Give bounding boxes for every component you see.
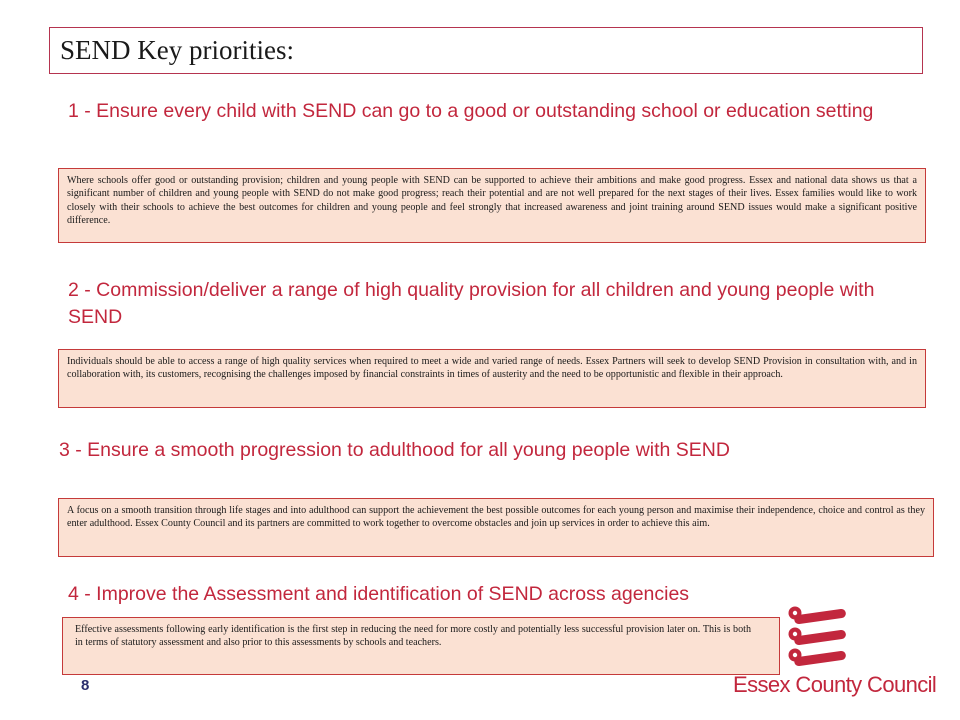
priority-3-heading: 3 - Ensure a smooth progression to adulthood for all young people with SEND (59, 439, 730, 461)
page-title: SEND Key priorities: (60, 35, 294, 65)
priority-1-description: Where schools offer good or outstanding provision; children and young people with SEND can be supported to achieve their ambitions and make good progress. Essex and national data shows us that a significant number of children and young people with SEND do not make good progress; reach their potential and are not well prepared for the next stages of their lives. Essex families would like to work closely with their schools to achieve the best outcomes for children and young people and feel strongly that increased awareness and joint training around SEND issues would make a significant positive difference. (58, 168, 926, 243)
logo-wordmark: Essex County Council (733, 672, 937, 697)
title-box (49, 27, 923, 74)
priority-2-description: Individuals should be able to access a range of high quality services when required to meet a wide and varied range of needs. Essex Partners will seek to develop SEND Provision in consultation with, and in collaboration with, its customers, recognising the challenges imposed by financial constraints in times of austerity and the need to be opportunistic and flexible in their approach. (58, 349, 926, 408)
priority-3-description: A focus on a smooth transition through life stages and into adulthood can support the achievement the best possible outcomes for each young person and maximise their independence, choice and control as they enter adulthood. Essex County Council and its partners are committed to work together to overcome obstacles and join up services in order to achieve this aim. (58, 498, 934, 557)
priority-4-description: Effective assessments following early identification is the first step in reducing the need for more costly and potentially less successful provision later on. This is both in terms of statutory assessment and also prior to this assessments by schools and teachers. (62, 617, 780, 675)
priority-4-heading: 4 - Improve the Assessment and identification of SEND across agencies (68, 583, 690, 605)
page-number: 8 (81, 677, 90, 694)
priority-2-heading: 2 - Commission/deliver a range of high quality provision for all children and young people with SEND (68, 279, 875, 328)
three-seaxes-icon (786, 604, 856, 672)
priority-1-heading: 1 - Ensure every child with SEND can go to a good or outstanding school or education setting (68, 100, 874, 122)
